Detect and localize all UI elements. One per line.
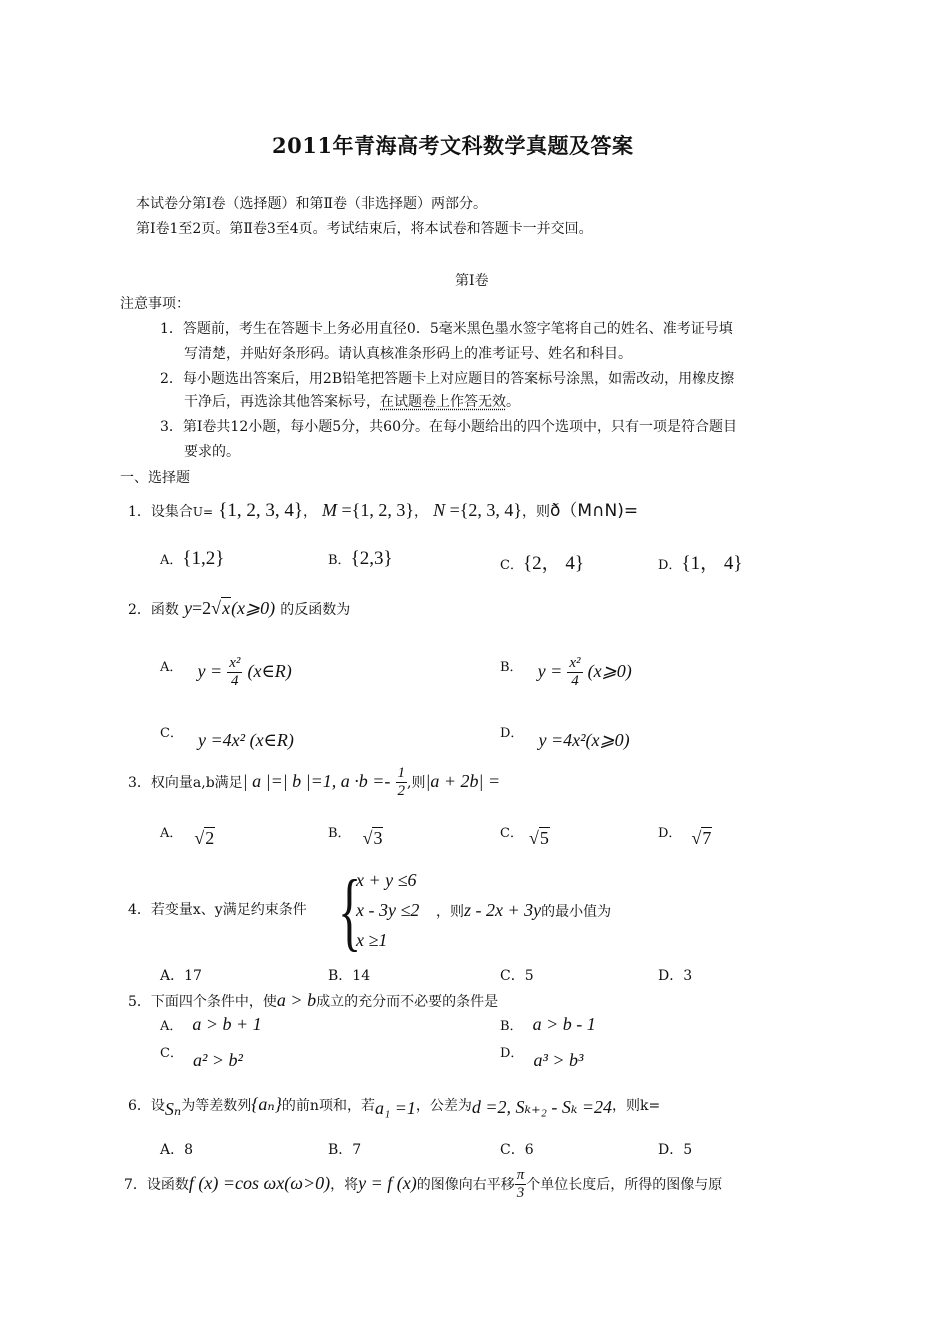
q3-tail: |a + 2b| = bbox=[425, 771, 501, 791]
q1-option-d-value: 1， 4 bbox=[690, 553, 734, 574]
notice-3-line-1: 3．第Ⅰ卷共12小题，每小题5分，共60分。在每小题给出的四个选项中，只有一项是符合题目 bbox=[160, 419, 737, 435]
intro-line-2: 第Ⅰ卷1至2页。第Ⅱ卷3至4页。考试结束后，将本试卷和答题卡一并交回。 bbox=[136, 221, 593, 237]
q2-option-a bbox=[160, 656, 292, 689]
q6-option-d-value: 5 bbox=[683, 1142, 693, 1158]
q5-condition: a > b bbox=[276, 990, 317, 1010]
q6-option-a-label: A． bbox=[160, 1142, 185, 1158]
q5-suffix: 成立的充分而不必要的条件是 bbox=[316, 994, 499, 1010]
q7-g: y = f (x) bbox=[358, 1173, 417, 1193]
q4-constraint-1: x + y ≤6 bbox=[356, 870, 417, 890]
q5-option-b bbox=[500, 1014, 596, 1035]
q3-option-c: $^{C.}$ √5 bbox=[500, 826, 549, 848]
question-5 bbox=[128, 990, 498, 1012]
q6-option-b-value: 7 bbox=[352, 1142, 362, 1158]
q3-option-c-value: 5 bbox=[539, 828, 549, 848]
q1-n-values: 2, 3, 4 bbox=[468, 500, 514, 520]
q6-option-b bbox=[328, 1140, 361, 1160]
q2-option-d-expr: y =4x²(x⩾0) bbox=[538, 730, 630, 750]
q7-frac-den: 3 bbox=[516, 1185, 525, 1201]
q7-prefix: 7．设函数 bbox=[124, 1177, 189, 1193]
q6-suffix: ，则k= bbox=[612, 1098, 661, 1114]
q4-option-a-value: 17 bbox=[184, 968, 202, 984]
q7-suffix: 个单位长度后，所得的图像与原 bbox=[526, 1177, 723, 1193]
q1-option-d-label: D． bbox=[658, 558, 682, 573]
q2-eq: =2 bbox=[192, 598, 212, 618]
q6-option-c-value: 6 bbox=[524, 1142, 534, 1158]
q5-option-b-expr: a > b - 1 bbox=[532, 1014, 596, 1034]
notice-1-line-1: 1．答题前，考生在答题卡上务必用直径0．5毫米黑色墨水签字笔将自己的姓名、准考证号填 bbox=[160, 321, 733, 337]
q3-option-b: $^{B.}$ √3 bbox=[328, 826, 383, 848]
q2-option-a-label: A． bbox=[160, 660, 183, 675]
q3-option-a-value: 2 bbox=[205, 828, 215, 848]
q2-option-a-cond: (x∈R) bbox=[247, 661, 292, 681]
q2-option-b-label: B． bbox=[500, 660, 523, 675]
q1-universal-label: U= bbox=[192, 505, 214, 519]
notice-2-line-2-text: 干净后，再选涂其他答案标号， bbox=[184, 394, 380, 410]
q7-f: f (x) =cos ωx(ω>0) bbox=[188, 1173, 331, 1193]
q2-domain: (x⩾0) bbox=[231, 598, 276, 618]
q4-objective-line bbox=[436, 900, 611, 922]
q6-s: Sₙ bbox=[164, 1099, 182, 1119]
q6-option-d-label: D． bbox=[658, 1142, 684, 1158]
q4-constraint-2: x - 3y ≤2 bbox=[356, 900, 420, 920]
q5-option-c-label: C． bbox=[160, 1046, 183, 1061]
q4-then: ，则 bbox=[436, 904, 464, 920]
q1-option-a-value: 1,2 bbox=[191, 548, 216, 569]
q2-option-b-lhs: y = bbox=[537, 661, 563, 681]
q2-option-c-expr: y =4x² (x∈R) bbox=[198, 730, 294, 750]
q1-comma-1: ， bbox=[302, 504, 317, 520]
q1-option-b-label: B． bbox=[328, 553, 351, 568]
q5-option-a-label: A． bbox=[160, 1019, 183, 1034]
q4-constraint-3: x ≥1 bbox=[356, 930, 388, 950]
q2-radicand: x bbox=[222, 598, 231, 618]
q5-prefix: 5．下面四个条件中，使 bbox=[128, 994, 277, 1010]
q6-prefix: 6．设 bbox=[128, 1098, 165, 1114]
q4-option-d-label: D． bbox=[658, 968, 684, 984]
q7-frac-num: π bbox=[516, 1167, 525, 1183]
q4-option-a-label: A． bbox=[160, 968, 185, 984]
question-2 bbox=[128, 598, 350, 620]
q1-m-symbol: M bbox=[322, 500, 338, 520]
q4-option-c-label: C． bbox=[500, 968, 525, 984]
q1-n-set: ={2, 3, 4} bbox=[445, 500, 523, 520]
notice-3-line-2: 要求的。 bbox=[184, 444, 240, 460]
q6-mid2: 的前n项和，若 bbox=[281, 1098, 375, 1114]
q3-frac-den: 2 bbox=[397, 783, 405, 799]
q4-option-b bbox=[328, 966, 370, 986]
q6-option-a-value: 8 bbox=[184, 1142, 194, 1158]
q5-option-c bbox=[160, 1042, 243, 1070]
q3-option-c-label: C． bbox=[500, 826, 523, 841]
q4-option-d bbox=[658, 966, 692, 986]
q4-option-c-value: 5 bbox=[524, 968, 534, 984]
notice-2-line-2 bbox=[184, 392, 520, 412]
q3-option-d: $^{D.}$ √7 bbox=[658, 826, 712, 848]
q3-then: ,则 bbox=[407, 775, 426, 791]
q6-option-b-label: B． bbox=[328, 1142, 353, 1158]
section-heading: 第Ⅰ卷 bbox=[455, 273, 489, 289]
question-7 bbox=[124, 1168, 722, 1201]
q4-objective: z - 2x + 3y bbox=[464, 900, 542, 920]
q2-option-b bbox=[500, 656, 632, 689]
q1-option-d: D．{1， 4} bbox=[658, 553, 743, 574]
q6-mid3: ，公差为 bbox=[415, 1098, 472, 1114]
q4-suffix: 的最小值为 bbox=[541, 904, 612, 920]
q3-option-d-value: 7 bbox=[702, 828, 712, 848]
q3-option-d-label: D． bbox=[658, 826, 682, 841]
q4-option-d-value: 3 bbox=[683, 968, 693, 984]
q5-option-d bbox=[500, 1042, 584, 1070]
q6-option-a bbox=[160, 1140, 193, 1160]
q6-mid1: 为等差数列 bbox=[181, 1098, 252, 1114]
q2-prefix: 2．函数 bbox=[128, 602, 179, 618]
q2-option-c bbox=[160, 722, 294, 750]
notice-2-line-1: 2．每小题选出答案后，用2B铅笔把答题卡上对应题目的答案标号涂黑，如需改动，用橡皮擦 bbox=[160, 371, 735, 387]
q5-option-d-label: D． bbox=[500, 1046, 524, 1061]
q1-option-c-value: 2， 4 bbox=[532, 553, 575, 574]
q4-option-c bbox=[500, 966, 534, 986]
q5-option-d-expr: a³ > b³ bbox=[533, 1050, 584, 1070]
q1-option-a: A．{1,2} bbox=[160, 548, 225, 569]
notice-2-period: 。 bbox=[506, 394, 520, 410]
q3-option-b-label: B． bbox=[328, 826, 351, 841]
q2-option-a-lhs: y = bbox=[197, 661, 223, 681]
q7-mid: ，将 bbox=[330, 1177, 359, 1193]
q2-option-a-num: x² bbox=[229, 655, 241, 671]
q1-comma-2: ， bbox=[413, 504, 428, 520]
q6-option-c-label: C． bbox=[500, 1142, 525, 1158]
q3-prefix: 3．权向量a,b满足 bbox=[128, 775, 243, 791]
q5-option-c-expr: a² > b² bbox=[192, 1050, 243, 1070]
q2-suffix: 的反函数为 bbox=[280, 602, 351, 618]
q1-option-b-value: 2,3 bbox=[359, 548, 384, 569]
notice-heading: 注意事项： bbox=[120, 296, 190, 312]
q1-option-c-label: C． bbox=[500, 558, 523, 573]
q2-option-d-label: D． bbox=[500, 726, 524, 741]
q3-option-a: $^{A.}$ √2 bbox=[160, 826, 215, 848]
q1-then: ，则 bbox=[522, 504, 551, 520]
q1-option-b: B．{2,3} bbox=[328, 548, 393, 569]
q1-m-set: ={1, 2, 3} bbox=[337, 500, 414, 520]
q6-option-d bbox=[658, 1140, 692, 1160]
q2-option-c-label: C． bbox=[160, 726, 183, 741]
q1-prefix: 1．设集合 bbox=[128, 504, 193, 520]
q1-complement-expr: ð（M∩N)= bbox=[550, 501, 639, 521]
q3-option-b-value: 3 bbox=[373, 828, 383, 848]
q2-sqrt: √x bbox=[211, 598, 231, 618]
q2-option-a-den: 4 bbox=[231, 673, 239, 689]
q6-seq: {aₙ} bbox=[251, 1094, 282, 1114]
part-heading: 一、选择题 bbox=[120, 470, 190, 486]
q5-option-a bbox=[160, 1014, 262, 1035]
q1-option-a-label: A． bbox=[160, 553, 183, 568]
page-title: 2011年青海高考文科数学真题及答案 bbox=[272, 133, 634, 158]
q1-universal-values: 1, 2, 3, 4 bbox=[227, 500, 294, 521]
q6-a1: a₁ =1 bbox=[374, 1098, 416, 1118]
intro-line-1: 本试卷分第Ⅰ卷（选择题）和第Ⅱ卷（非选择题）两部分。 bbox=[136, 196, 488, 212]
q6-d: d =2, Sₖ₊₂ - Sₖ =24 bbox=[471, 1097, 613, 1117]
question-1 bbox=[128, 496, 638, 522]
question-3 bbox=[128, 766, 500, 799]
notice-2-emphasis: 在试题卷上作答无效 bbox=[380, 394, 506, 410]
notice-1-line-2: 写清楚，并贴好条形码。请认真核准条形码上的准考证号、姓名和科目。 bbox=[184, 346, 632, 362]
q1-option-c: C．{2， 4} bbox=[500, 553, 584, 574]
q1-m-values: 1, 2, 3 bbox=[360, 500, 406, 520]
q2-option-b-cond: (x⩾0) bbox=[587, 661, 632, 681]
q4-prefix: 4．若变量x、y满足约束条件 bbox=[128, 902, 307, 918]
q4-option-b-value: 14 bbox=[352, 968, 371, 984]
q6-option-c bbox=[500, 1140, 534, 1160]
q7-mid2: 的图像向右平移 bbox=[416, 1177, 515, 1193]
q2-option-b-den: 4 bbox=[571, 673, 579, 689]
q4-brace: { bbox=[338, 863, 362, 960]
q2-y: y bbox=[184, 598, 193, 618]
q2-option-b-num: x² bbox=[569, 655, 581, 671]
q5-option-a-expr: a > b + 1 bbox=[192, 1014, 262, 1034]
q3-frac-num: 1 bbox=[397, 765, 405, 781]
q2-option-d bbox=[500, 722, 630, 750]
q1-universal-set: {1, 2, 3, 4} bbox=[218, 500, 303, 521]
q4-option-a bbox=[160, 966, 202, 986]
q1-n-symbol: N bbox=[433, 500, 446, 520]
q3-option-a-label: A． bbox=[160, 826, 183, 841]
q3-expr: | a |=| b |=1, a ·b =- bbox=[242, 771, 391, 791]
question-6 bbox=[128, 1094, 661, 1119]
q5-option-b-label: B． bbox=[500, 1019, 523, 1034]
q4-option-b-label: B． bbox=[328, 968, 353, 984]
